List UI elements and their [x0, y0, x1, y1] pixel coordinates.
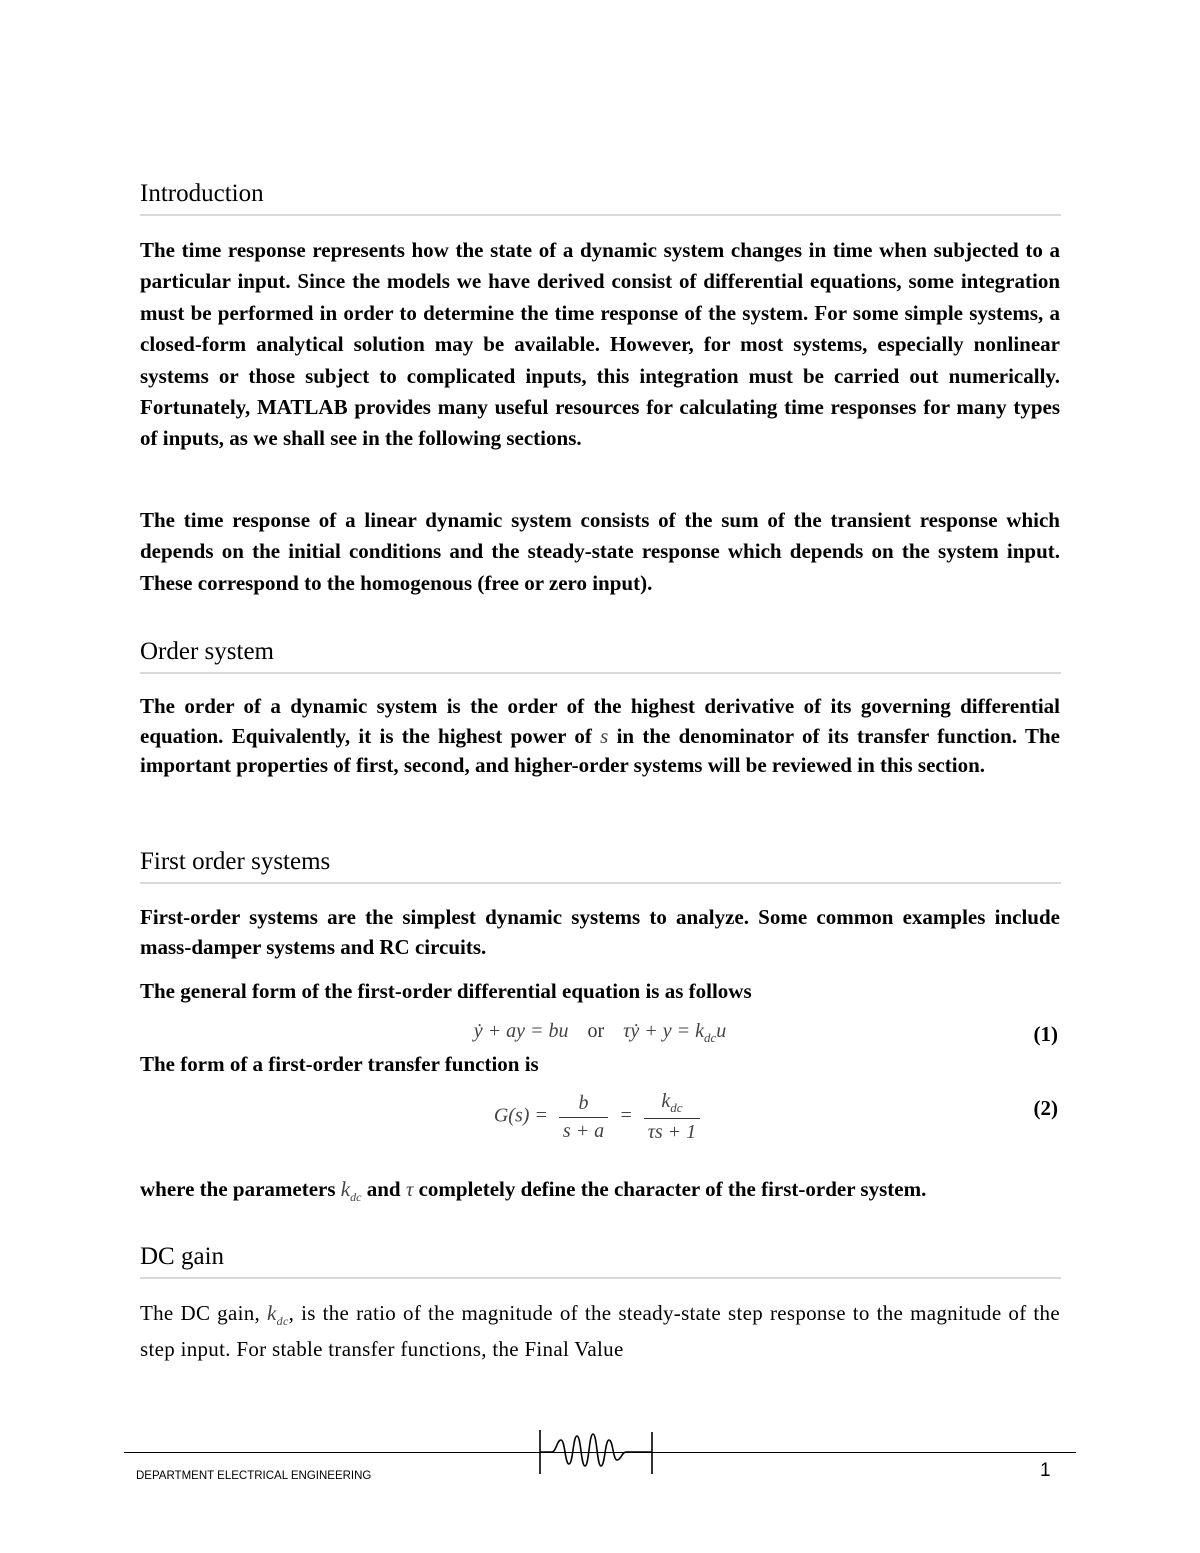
equation-2 — [140, 1090, 1060, 1150]
math-k-sub-2: dc — [276, 1314, 289, 1329]
eq1-or: or — [587, 1020, 605, 1042]
equation-2-number: (2) — [1033, 1096, 1058, 1120]
equation-1-body — [140, 1020, 1060, 1046]
eq1-right-end: u — [716, 1020, 727, 1042]
intro-paragraph-1: The time response represents how the state of a dynamic system changes in time when subjected to a particular input. Since the models we have derived consist of differential equations, some integration must be performed in order to determine the time response of the system. For some simple systems, a closed-form analytical solution may be available. However, for most systems, especially nonlinear systems or those subject to complicated inputs, this integration must be carried out numerically. Fortunately, MATLAB provides many useful resources for calculating time responses for many types of inputs, as we shall see in the following sections. — [140, 238, 1060, 451]
heading-first-order-systems: First order systems — [140, 848, 1061, 884]
eq1-right-sub: dc — [703, 1030, 717, 1045]
eq2-frac2-numerator — [644, 1090, 700, 1119]
eq2-fraction-2 — [644, 1090, 700, 1144]
page-number: 1 — [1040, 1460, 1051, 1481]
equation-2-body — [140, 1090, 1060, 1144]
heading-dc-gain: DC gain — [140, 1243, 1061, 1279]
p4-text-c: completely define the character of the first-order system. — [418, 1177, 927, 1201]
math-k-dc-2 — [267, 1301, 289, 1329]
p4-text-a: where the parameters — [140, 1177, 336, 1201]
signal-waveform-icon — [530, 1426, 660, 1478]
order-paragraph — [140, 692, 1060, 781]
first-order-paragraph-1: First-order systems are the simplest dynamic systems to analyze. Some common examples include mass-damper systems and RC circuits. — [140, 905, 1060, 959]
order-text-1: The order of a dynamic system is the order of the highest derivative of its governing differential equation. Equivalently, it is the highest power of — [140, 694, 1060, 748]
eq2-fraction-1 — [559, 1092, 608, 1143]
first-order-paragraph-2: The general form of the first-order differential equation is as follows — [140, 979, 752, 1003]
p4-text-b: and — [366, 1177, 401, 1201]
math-tau: τ — [405, 1177, 414, 1201]
intro-paragraph-2: The time response of a linear dynamic system consists of the sum of the transient response which depends on the initial conditions and the steady-state response which depends on the system input. These correspond to the homogenous (free or zero input). — [140, 508, 1060, 595]
dc-text-b: , is the ratio of the magnitude of the steady-state step response to the magnitude of the step input. For stable transfer functions, the Final Value — [140, 1301, 1060, 1362]
dc-text-a: The DC gain, — [140, 1301, 261, 1325]
equation-1-number: (1) — [1033, 1022, 1058, 1046]
dc-gain-paragraph — [140, 1299, 1060, 1363]
first-order-paragraph-4 — [140, 1174, 1060, 1214]
eq1-right: τẏ + y = k — [623, 1020, 704, 1042]
heading-order-system: Order system — [140, 638, 1061, 674]
eq2-frac1-numerator: b — [559, 1092, 608, 1118]
math-k: k — [340, 1177, 351, 1201]
eq2-frac2-denominator: τs + 1 — [647, 1121, 697, 1143]
eq1-left: ẏ + ay = bu — [473, 1020, 569, 1042]
heading-introduction: Introduction — [140, 180, 1061, 216]
eq2-frac2-k: k — [661, 1090, 671, 1112]
first-order-paragraph-3: The form of a first-order transfer function is — [140, 1052, 539, 1076]
eq2-frac1-denominator: s + a — [562, 1119, 605, 1142]
math-variable-s: s — [600, 723, 609, 748]
eq2-lhs: G(s) = — [493, 1104, 548, 1127]
eq2-frac2-sub: dc — [670, 1100, 683, 1115]
order-text-2: in the denominator of its transfer function. The important properties of first, second, and higher-order systems will be reviewed in this section. — [140, 723, 1060, 777]
footer-department: DEPARTMENT ELECTRICAL ENGINEERING — [136, 1470, 372, 1482]
math-k-dc — [340, 1177, 362, 1205]
eq2-equals: = — [619, 1104, 633, 1127]
math-k-sub: dc — [350, 1190, 362, 1205]
math-k-2: k — [267, 1301, 277, 1325]
